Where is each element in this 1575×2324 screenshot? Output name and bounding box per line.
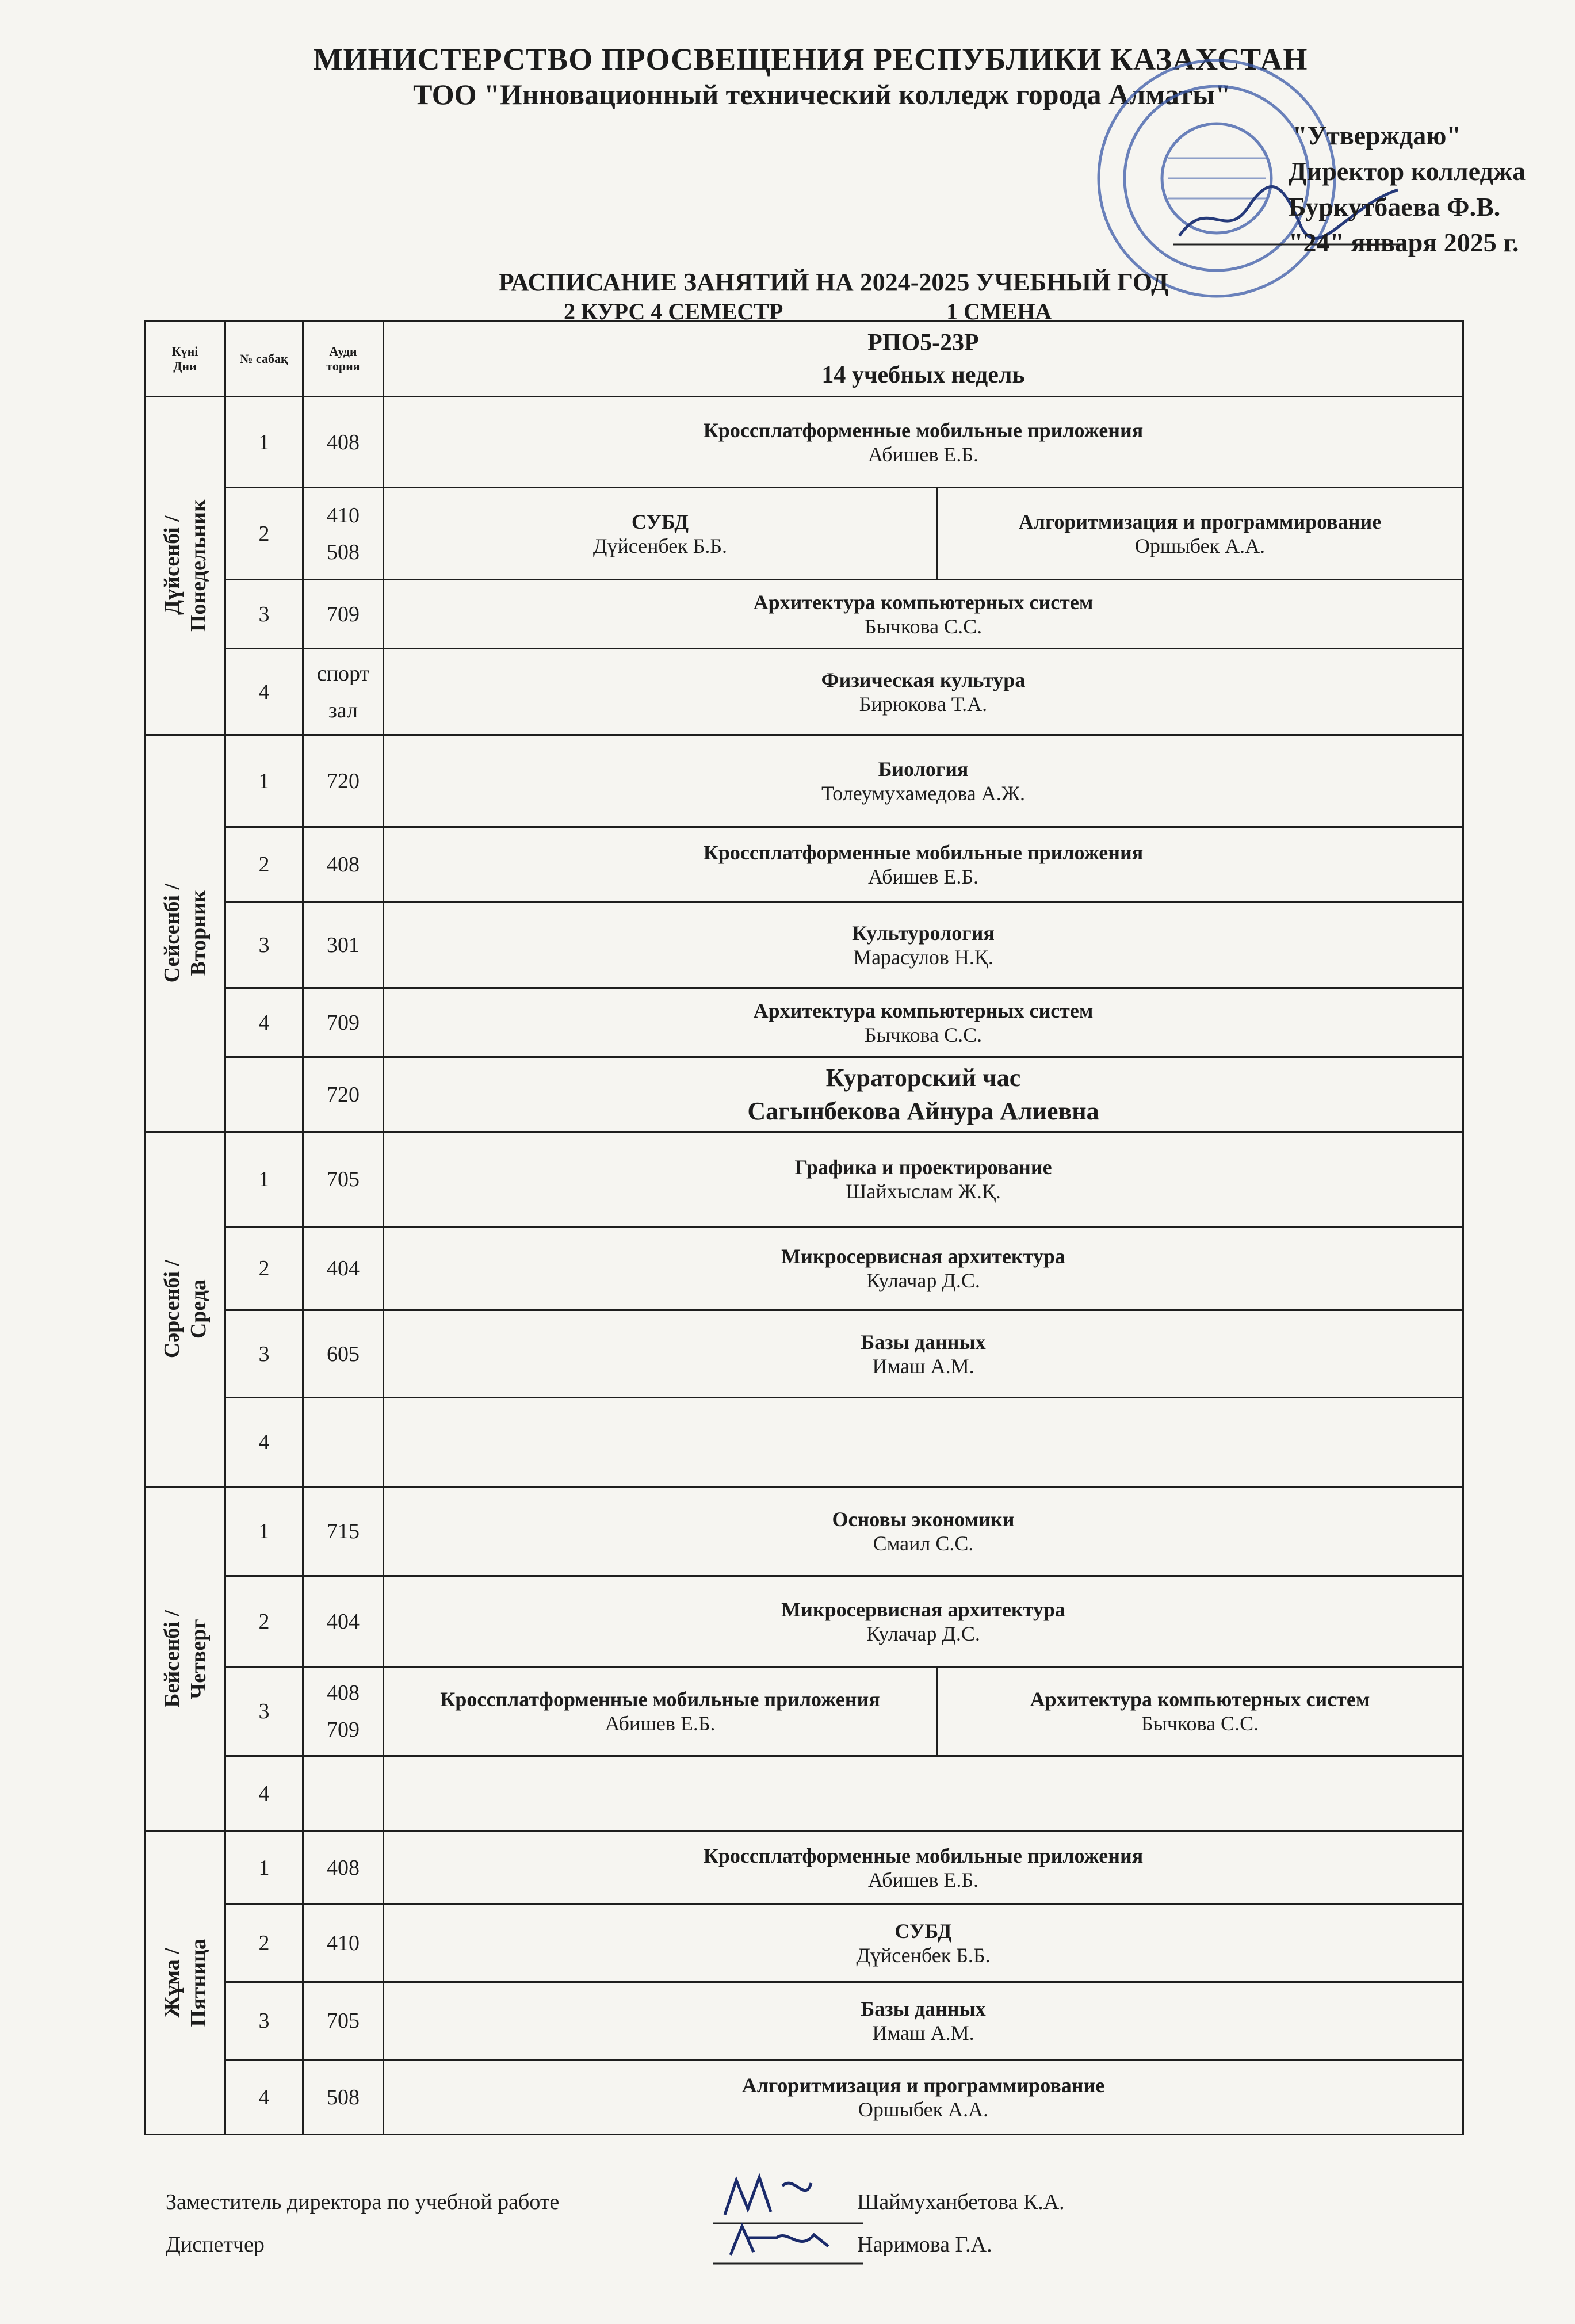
teacher: Абишев Е.Б. bbox=[867, 442, 979, 466]
teacher: Марасулов Н.Қ. bbox=[853, 945, 993, 969]
group-header bbox=[384, 321, 1463, 397]
room-number: 709 bbox=[303, 988, 384, 1057]
day-thursday: Бейсенбі / Четверг bbox=[145, 1487, 225, 1831]
subject: Микросервисная архитектура bbox=[781, 1597, 1065, 1621]
table-row bbox=[145, 1398, 1463, 1487]
room-number: 508 bbox=[303, 2060, 384, 2135]
subject: Культурология bbox=[852, 921, 995, 945]
table-row bbox=[145, 397, 1463, 488]
table-row bbox=[145, 649, 1463, 735]
approval-line-2: Директор колледжа bbox=[1289, 156, 1526, 186]
room-number: 404 bbox=[303, 1227, 384, 1310]
lesson-number: 4 bbox=[225, 649, 303, 735]
subject: Кроссплатформенные мобильные приложения bbox=[703, 1844, 1144, 1867]
room-number: 605 bbox=[303, 1310, 384, 1398]
shift-label: 1 СМЕНА bbox=[946, 299, 1052, 324]
subject: Базы данных bbox=[861, 1330, 986, 1354]
dispatcher-role: Диспетчер bbox=[166, 2233, 265, 2257]
schedule-title: РАСПИСАНИЕ ЗАНЯТИЙ НА 2024-2025 УЧЕБНЫЙ ГОД bbox=[498, 268, 1169, 296]
teacher: Имаш А.М. bbox=[872, 2021, 974, 2044]
table-row bbox=[145, 1487, 1463, 1576]
lesson-cell-empty bbox=[384, 1756, 1463, 1831]
table-row bbox=[145, 1576, 1463, 1667]
lesson-number: 1 bbox=[225, 735, 303, 827]
curator-hour-cell bbox=[384, 1057, 1463, 1132]
teacher: Оршыбек А.А. bbox=[858, 2097, 989, 2121]
lesson-number: 1 bbox=[225, 1487, 303, 1576]
subject: Алгоритмизация и программирование bbox=[741, 2073, 1105, 2097]
lesson-cell bbox=[384, 1831, 1463, 1905]
table-row bbox=[145, 827, 1463, 902]
teacher: Абишев Е.Б. bbox=[867, 865, 979, 888]
lesson-cell bbox=[384, 397, 1463, 488]
table-row bbox=[145, 1667, 1463, 1756]
subject: Кроссплатформенные мобильные приложения bbox=[440, 1688, 880, 1711]
room-number: 715 bbox=[303, 1487, 384, 1576]
approval-line-4: "24" января 2025 г. bbox=[1289, 228, 1519, 257]
ministry-title: МИНИСТЕРСТВО ПРОСВЕЩЕНИЯ РЕСПУБЛИКИ КАЗАХСТАН bbox=[313, 42, 1308, 77]
lesson-number: 4 bbox=[225, 2060, 303, 2135]
lesson-number-empty bbox=[225, 1057, 303, 1132]
lesson-cell-empty bbox=[384, 1398, 1463, 1487]
room-number: 709 bbox=[303, 580, 384, 649]
table-header-row bbox=[145, 321, 1463, 397]
dispatcher-signature bbox=[713, 2212, 863, 2275]
header-day-kz: Күні bbox=[171, 343, 198, 358]
lesson-number: 3 bbox=[225, 902, 303, 988]
lesson-number: 3 bbox=[225, 1982, 303, 2060]
room-number: 410 bbox=[303, 1905, 384, 1982]
room-number: 404 bbox=[303, 1576, 384, 1667]
table-row bbox=[145, 1756, 1463, 1831]
day-wednesday: Сәрсенбі / Среда bbox=[145, 1132, 225, 1487]
deputy-role: Заместитель директора по учебной работе bbox=[166, 2190, 560, 2214]
subject: Графика и проектирование bbox=[794, 1156, 1052, 1179]
lesson-number: 4 bbox=[225, 1756, 303, 1831]
lesson-cell bbox=[384, 1227, 1463, 1310]
lesson-cell bbox=[384, 1576, 1463, 1667]
table-row bbox=[145, 1982, 1463, 2060]
room-number: 301 bbox=[303, 902, 384, 988]
lesson-cell bbox=[384, 1982, 1463, 2060]
table-row bbox=[145, 488, 1463, 580]
teacher: Дүйсенбек Б.Б. bbox=[856, 1944, 991, 1967]
lesson-cell bbox=[384, 1132, 1463, 1227]
room-number-empty bbox=[303, 1756, 384, 1831]
lesson-cell-split-b bbox=[937, 488, 1463, 580]
subject: Архитектура компьютерных систем bbox=[753, 999, 1094, 1022]
room-number: 720 bbox=[303, 1057, 384, 1132]
approval-line-1: "Утверждаю" bbox=[1292, 121, 1461, 150]
room-number: 705 bbox=[303, 1132, 384, 1227]
table-row bbox=[145, 1831, 1463, 1905]
subject: Архитектура компьютерных систем bbox=[753, 590, 1094, 614]
weeks-count: 14 учебных недель bbox=[821, 361, 1025, 388]
room-number: 408 bbox=[303, 397, 384, 488]
lesson-cell-split-a bbox=[384, 488, 937, 580]
lesson-number: 2 bbox=[225, 1905, 303, 1982]
lesson-cell bbox=[384, 1905, 1463, 1982]
subject: Базы данных bbox=[861, 1997, 986, 2020]
lesson-cell bbox=[384, 735, 1463, 827]
day-tuesday: Сейсенбі / Вторник bbox=[145, 735, 225, 1132]
teacher: Кулачар Д.С. bbox=[866, 1622, 980, 1645]
room-number: спорт зал bbox=[303, 649, 384, 735]
lesson-cell bbox=[384, 2060, 1463, 2135]
day-friday: Жұма / Пятница bbox=[145, 1831, 225, 2135]
subject: Основы экономики bbox=[832, 1508, 1015, 1531]
room-number: 720 bbox=[303, 735, 384, 827]
lesson-number: 1 bbox=[225, 1831, 303, 1905]
dispatcher-name: Наримова Г.А. bbox=[857, 2233, 992, 2257]
lesson-number: 4 bbox=[225, 988, 303, 1057]
room-number-empty bbox=[303, 1398, 384, 1487]
lesson-cell bbox=[384, 988, 1463, 1057]
header-lesson: № сабақ bbox=[225, 321, 303, 397]
lesson-cell bbox=[384, 902, 1463, 988]
table-row bbox=[145, 1905, 1463, 1982]
college-title: ТОО "Инновационный технический колледж города Алматы" bbox=[413, 78, 1231, 110]
lesson-cell bbox=[384, 1487, 1463, 1576]
table-row bbox=[145, 1057, 1463, 1132]
subject: Физическая культура bbox=[821, 668, 1026, 691]
day-monday: Дүйсенбі / Понедельник bbox=[145, 397, 225, 735]
schedule-table bbox=[144, 320, 1464, 2135]
teacher: Дүйсенбек Б.Б. bbox=[592, 534, 728, 557]
room-number: 410 508 bbox=[303, 488, 384, 580]
table-row bbox=[145, 580, 1463, 649]
subject: СУБД bbox=[631, 510, 689, 533]
table-row bbox=[145, 1227, 1463, 1310]
teacher: Кулачар Д.С. bbox=[866, 1269, 980, 1292]
lesson-number: 2 bbox=[225, 827, 303, 902]
group-name: РПО5-23Р bbox=[867, 329, 979, 356]
teacher: Бычкова С.С. bbox=[864, 1023, 983, 1046]
approval-block bbox=[1289, 118, 1526, 261]
table-row bbox=[145, 902, 1463, 988]
lesson-cell-split-a bbox=[384, 1667, 937, 1756]
room-number: 705 bbox=[303, 1982, 384, 2060]
table-row bbox=[145, 1310, 1463, 1398]
lesson-number: 2 bbox=[225, 488, 303, 580]
lesson-number: 3 bbox=[225, 1667, 303, 1756]
lesson-cell bbox=[384, 1310, 1463, 1398]
subject: Алгоритмизация и программирование bbox=[1018, 510, 1382, 533]
table-row bbox=[145, 2060, 1463, 2135]
lesson-number: 2 bbox=[225, 1576, 303, 1667]
header-room-2: тория bbox=[326, 358, 360, 373]
table-row bbox=[145, 735, 1463, 827]
subject: Биология bbox=[878, 757, 969, 781]
subject: Архитектура компьютерных систем bbox=[1030, 1688, 1370, 1711]
teacher: Имаш А.М. bbox=[872, 1354, 974, 1378]
lesson-number: 3 bbox=[225, 1310, 303, 1398]
lesson-number: 3 bbox=[225, 580, 303, 649]
header-day bbox=[145, 321, 225, 397]
header-room-1: Ауди bbox=[329, 343, 357, 358]
course-label: 2 КУРС 4 СЕМЕСТР bbox=[564, 299, 783, 324]
room-number: 408 bbox=[303, 827, 384, 902]
subject: Микросервисная архитектура bbox=[781, 1245, 1065, 1268]
header-day-ru: Дни bbox=[173, 358, 197, 373]
teacher: Бирюкова Т.А. bbox=[859, 692, 988, 716]
header-room bbox=[303, 321, 384, 397]
curator-title: Кураторский час bbox=[825, 1063, 1021, 1092]
teacher: Абишев Е.Б. bbox=[605, 1712, 716, 1735]
lesson-number: 1 bbox=[225, 397, 303, 488]
room-number: 408 bbox=[303, 1831, 384, 1905]
teacher: Бычкова С.С. bbox=[1141, 1712, 1259, 1735]
lesson-number: 1 bbox=[225, 1132, 303, 1227]
teacher: Бычкова С.С. bbox=[864, 614, 983, 638]
room-number: 408 709 bbox=[303, 1667, 384, 1756]
teacher: Толеумухамедова А.Ж. bbox=[821, 781, 1026, 805]
subject: Кроссплатформенные мобильные приложения bbox=[703, 840, 1144, 864]
subject: Кроссплатформенные мобильные приложения bbox=[703, 418, 1144, 442]
lesson-number: 2 bbox=[225, 1227, 303, 1310]
lesson-cell-split-b bbox=[937, 1667, 1463, 1756]
teacher: Смаил С.С. bbox=[873, 1532, 974, 1555]
teacher: Абишев Е.Б. bbox=[867, 1868, 979, 1891]
approval-line-3: Буркутбаева Ф.В. bbox=[1289, 192, 1501, 221]
lesson-cell bbox=[384, 827, 1463, 902]
teacher: Оршыбек А.А. bbox=[1134, 534, 1266, 557]
curator-name: Сагынбекова Айнура Алиевна bbox=[747, 1096, 1099, 1125]
lesson-cell bbox=[384, 649, 1463, 735]
subject: СУБД bbox=[894, 1920, 952, 1943]
table-row bbox=[145, 988, 1463, 1057]
deputy-name: Шаймуханбетова К.А. bbox=[857, 2190, 1065, 2214]
table-row bbox=[145, 1132, 1463, 1227]
teacher: Шайхыслам Ж.Қ. bbox=[846, 1180, 1001, 1203]
lesson-cell bbox=[384, 580, 1463, 649]
lesson-number: 4 bbox=[225, 1398, 303, 1487]
